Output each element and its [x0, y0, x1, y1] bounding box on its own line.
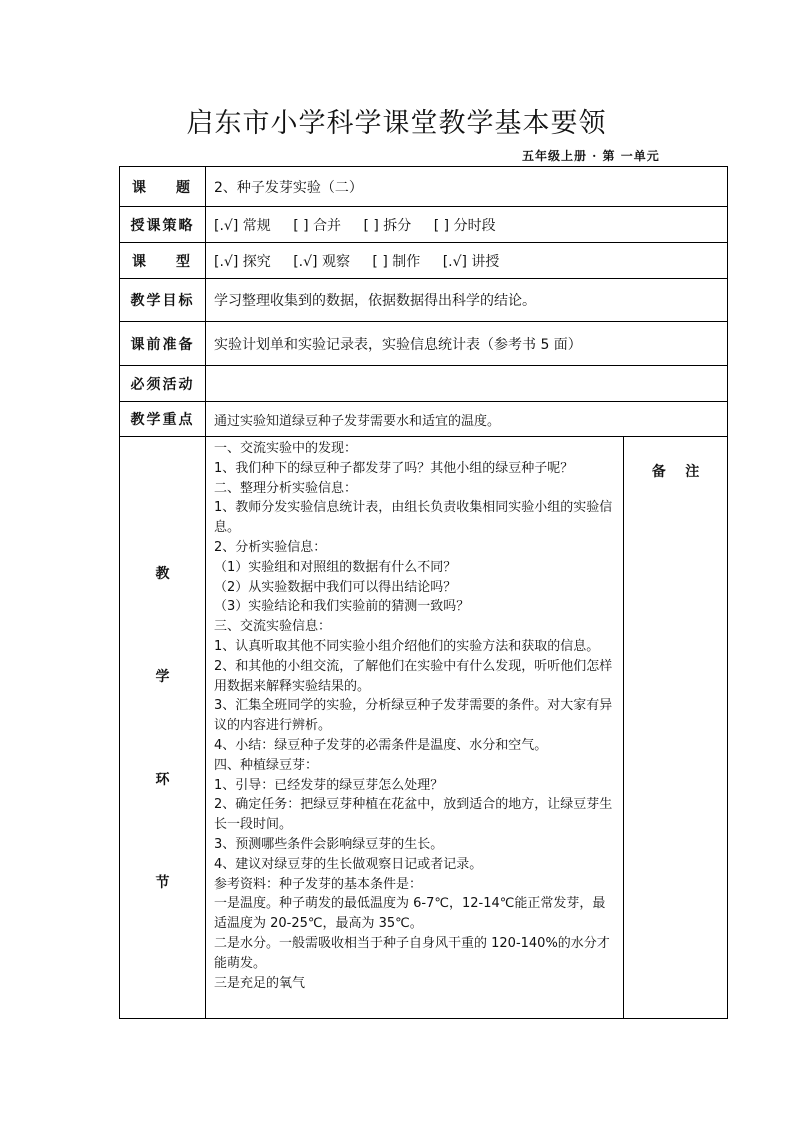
process-line: 2、确定任务：把绿豆芽种植在花盆中，放到适合的地方，让绿豆芽生长一段时间。 — [214, 797, 613, 833]
row-process — [120, 437, 728, 1019]
focus-value: 通过实验知道绿豆种子发芽需要水和适宜的温度。 — [206, 402, 728, 437]
strategy-option-timed[interactable]: [ ] 分时段 — [433, 217, 496, 234]
process-label-char: 节 — [155, 875, 170, 891]
row-strategy — [120, 207, 728, 243]
process-content — [206, 437, 624, 1019]
process-line: 1、我们种下的绿豆种子都发芽了吗？其他小组的绿豆种子呢？ — [214, 460, 574, 476]
process-line: 参考资料：种子发芽的基本条件是： — [214, 876, 423, 892]
process-line: 2、分析实验信息： — [214, 539, 327, 555]
type-option-lecture[interactable]: [.√] 讲授 — [442, 253, 500, 270]
process-line: 4、小结：绿豆种子发芽的必需条件是温度、水分和空气。 — [214, 737, 548, 753]
process-line: 4、建议对绿豆芽的生长做观察日记或者记录。 — [214, 856, 483, 872]
process-line: 3、预测哪些条件会影响绿豆芽的生长。 — [214, 836, 444, 852]
process-line: 二、整理分析实验信息： — [214, 480, 358, 496]
process-line: 二是水分。一般需吸收相当于种子自身风干重的 120-140%的水分才能萌发。 — [214, 935, 610, 971]
type-option-make[interactable]: [ ] 制作 — [372, 253, 421, 270]
notes-column — [624, 437, 728, 1019]
row-prep — [120, 322, 728, 366]
prep-value: 实验计划单和实验记录表，实验信息统计表（参考书 5 面） — [206, 322, 728, 366]
process-line: 1、引导：已经发芽的绿豆芽怎么处理？ — [214, 777, 444, 793]
lesson-plan-table — [119, 166, 728, 1019]
topic-label-char-1: 课 — [132, 179, 148, 196]
notes-label: 备 注 — [651, 464, 700, 480]
process-line: 2、和其他的小组交流，了解他们在实验中有什么发现，听听他们怎样用数据来解释实验结果的。 — [214, 658, 613, 694]
goal-value: 学习整理收集到的数据，依据数据得出科学的结论。 — [206, 279, 728, 322]
process-label-char: 环 — [155, 772, 170, 788]
process-line: （3）实验结论和我们实验前的猜测一致吗？ — [214, 599, 470, 615]
process-label — [120, 437, 206, 1019]
process-label-char: 教 — [155, 566, 170, 582]
process-line: 1、认真听取其他不同实验小组介绍他们的实验方法和获取的信息。 — [214, 638, 600, 654]
page-title: 启东市小学科学课堂教学基本要领 — [186, 108, 607, 139]
row-type — [120, 243, 728, 279]
topic-value: 2、种子发芽实验（二） — [206, 167, 728, 207]
row-activity — [120, 366, 728, 402]
type-option-observe[interactable]: [.√] 观察 — [293, 253, 350, 270]
process-line: （2）从实验数据中我们可以得出结论吗？ — [214, 579, 457, 595]
activity-value — [206, 366, 728, 402]
process-line: 三、交流实验信息： — [214, 619, 332, 635]
activity-label: 必须活动 — [120, 366, 206, 402]
process-line: 一是温度。种子萌发的最低温度为 6-7℃，12-14℃能正常发芽，最适温度为 20-25℃，最高为 35℃。 — [214, 896, 606, 932]
grade-unit-label: 五年级上册 · 第 一单元 — [522, 149, 660, 163]
type-options — [206, 243, 728, 279]
strategy-label: 授课策略 — [120, 207, 206, 243]
type-label-char-1: 课 — [132, 253, 148, 270]
process-line: 3、汇集全班同学的实验，分析绿豆种子发芽需要的条件。对大家有异议的内容进行辨析。 — [214, 698, 613, 734]
prep-label: 课前准备 — [120, 322, 206, 366]
process-line: （1）实验组和对照组的数据有什么不同？ — [214, 559, 457, 575]
row-topic — [120, 167, 728, 207]
strategy-options — [206, 207, 728, 243]
focus-label: 教学重点 — [120, 402, 206, 437]
strategy-option-regular[interactable]: [.√] 常规 — [214, 217, 271, 234]
strategy-option-merge[interactable]: [ ] 合并 — [293, 217, 342, 234]
row-focus — [120, 402, 728, 437]
type-label-char-2: 型 — [176, 253, 192, 270]
process-line: 三是充足的氧气 — [214, 975, 306, 991]
strategy-option-split[interactable]: [ ] 拆分 — [363, 217, 412, 234]
process-line: 一、交流实验中的发现： — [214, 441, 358, 456]
topic-label — [120, 167, 206, 207]
type-option-inquiry[interactable]: [.√] 探究 — [214, 253, 271, 270]
goal-label: 教学目标 — [120, 279, 206, 322]
process-label-char: 学 — [155, 669, 170, 685]
type-label — [120, 243, 206, 279]
topic-label-char-2: 题 — [176, 179, 192, 196]
row-goal — [120, 279, 728, 322]
process-line: 四、种植绿豆芽： — [214, 757, 319, 773]
process-line: 1、教师分发实验信息统计表，由组长负责收集相同实验小组的实验信息。 — [214, 500, 613, 536]
